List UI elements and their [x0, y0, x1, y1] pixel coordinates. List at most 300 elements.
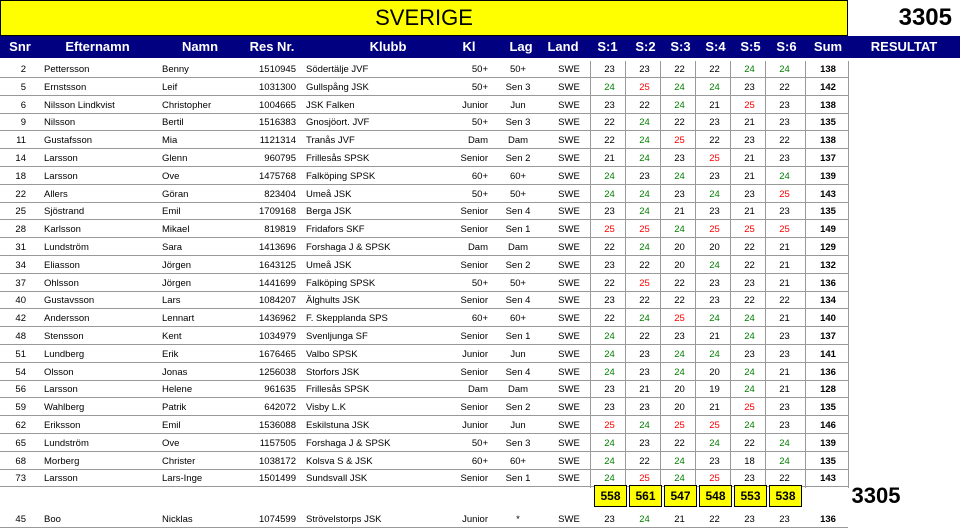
- cell-land: SWE: [558, 242, 580, 253]
- cell-efternamn: Gustavsson: [44, 295, 95, 306]
- cell-kl: Senior: [460, 206, 488, 217]
- cell-s1: 23: [604, 206, 615, 217]
- cell-lag: Sen 4: [505, 295, 531, 306]
- header-resultat: RESULTAT: [870, 39, 938, 54]
- cell-res: 1516383: [259, 117, 296, 128]
- cell-sum: 140: [820, 313, 836, 324]
- cell-sum: 146: [820, 420, 836, 431]
- cell-s1: 24: [604, 456, 615, 467]
- cell-land: SWE: [558, 206, 580, 217]
- table-row: [0, 310, 848, 327]
- table-row: [0, 221, 848, 238]
- cell-s5: 21: [744, 206, 755, 217]
- cell-res: 823404: [264, 189, 296, 200]
- cell-klubb: Eskilstuna JSK: [306, 420, 370, 431]
- team-name: SVERIGE: [0, 0, 848, 36]
- cell-s2: 22: [639, 295, 650, 306]
- cell-sum: 142: [820, 82, 836, 93]
- cell-klubb: Kolsva S & JSK: [306, 456, 373, 467]
- cell-sum: 137: [820, 153, 836, 164]
- cell-efternamn: Karlsson: [44, 224, 81, 235]
- cell-snr: 34: [15, 260, 26, 271]
- cell-snr: 25: [15, 206, 26, 217]
- cell-efternamn: Pettersson: [44, 64, 90, 75]
- cell-snr: 5: [20, 82, 26, 93]
- cell-s4: 25: [709, 153, 720, 164]
- cell-namn: Christopher: [162, 100, 212, 111]
- cell-sum: 136: [820, 278, 836, 289]
- cell-namn: Bertil: [162, 117, 184, 128]
- cell-s5: 22: [744, 242, 755, 253]
- cell-land: SWE: [558, 171, 580, 182]
- cell-s5: 21: [744, 153, 755, 164]
- cell-s1: 23: [604, 260, 615, 271]
- cell-s5: 23: [744, 514, 755, 525]
- cell-snr: 28: [15, 224, 26, 235]
- cell-kl: Dam: [467, 384, 488, 395]
- grid-line: [848, 61, 849, 488]
- cell-s5: 24: [744, 313, 755, 324]
- column-header-row: [0, 36, 960, 58]
- cell-s1: 22: [604, 278, 615, 289]
- cell-s4: 24: [709, 349, 720, 360]
- cell-s1: 23: [604, 295, 615, 306]
- cell-res: 1436962: [259, 313, 296, 324]
- cell-s4: 25: [709, 224, 720, 235]
- table-row: [0, 168, 848, 185]
- cell-namn: Lars-Inge: [162, 473, 203, 484]
- cell-s2: 22: [639, 260, 650, 271]
- cell-res: 1536088: [259, 420, 296, 431]
- table-row: [0, 186, 848, 203]
- cell-land: SWE: [558, 278, 580, 289]
- cell-sum: 138: [820, 135, 836, 146]
- cell-s5: 23: [744, 349, 755, 360]
- cell-res: 1031300: [259, 82, 296, 93]
- cell-kl: 50+: [471, 117, 488, 128]
- cell-s5: 21: [744, 171, 755, 182]
- cell-lag: Sen 1: [505, 473, 531, 484]
- cell-efternamn: Allers: [44, 189, 68, 200]
- cell-kl: Junior: [462, 100, 488, 111]
- cell-land: SWE: [558, 473, 580, 484]
- cell-efternamn: Olsson: [44, 367, 74, 378]
- cell-s5: 25: [744, 100, 755, 111]
- cell-snr: 40: [15, 295, 26, 306]
- cell-sum: 149: [820, 224, 836, 235]
- cell-efternamn: Boo: [44, 514, 61, 525]
- table-row: [0, 79, 848, 96]
- cell-s6: 21: [779, 313, 790, 324]
- cell-s3: 23: [674, 153, 685, 164]
- cell-res: 1034979: [259, 331, 296, 342]
- cell-lag: 50+: [509, 64, 527, 75]
- cell-kl: 60+: [471, 313, 488, 324]
- cell-lag: 60+: [509, 313, 527, 324]
- cell-namn: Helene: [162, 384, 193, 395]
- cell-s3: 25: [674, 135, 685, 146]
- cell-namn: Göran: [162, 189, 189, 200]
- cell-sum: 143: [820, 189, 836, 200]
- table-row: [0, 239, 848, 256]
- table-row: [0, 364, 848, 381]
- cell-lag: 50+: [509, 189, 527, 200]
- table-row: [0, 150, 848, 167]
- cell-kl: Senior: [460, 224, 488, 235]
- cell-s4: 23: [709, 117, 720, 128]
- cell-namn: Mikael: [162, 224, 190, 235]
- cell-klubb: Valbo SPSK: [306, 349, 358, 360]
- cell-res: 1501499: [259, 473, 296, 484]
- cell-snr: 2: [20, 64, 26, 75]
- cell-s3: 24: [674, 367, 685, 378]
- cell-s2: 22: [639, 100, 650, 111]
- cell-s3: 21: [674, 514, 685, 525]
- cell-lag: Sen 1: [505, 224, 531, 235]
- cell-s2: 24: [639, 313, 650, 324]
- cell-snr: 68: [15, 456, 26, 467]
- cell-kl: 60+: [471, 171, 488, 182]
- cell-sum: 136: [820, 367, 836, 378]
- cell-snr: 65: [15, 438, 26, 449]
- table-row: [0, 61, 848, 78]
- cell-klubb: Umeå JSK: [306, 189, 352, 200]
- cell-kl: 50+: [471, 64, 488, 75]
- cell-s5: 24: [744, 384, 755, 395]
- cell-kl: Junior: [462, 514, 488, 525]
- grid-line: [625, 61, 626, 488]
- table-row: [0, 328, 848, 345]
- table-row: [0, 292, 848, 309]
- table-row: [0, 435, 848, 452]
- cell-s3: 22: [674, 117, 685, 128]
- cell-lag: 50+: [509, 278, 527, 289]
- cell-efternamn: Lundström: [44, 242, 89, 253]
- header-s1: S:1: [597, 39, 618, 54]
- cell-klubb: Forshaga J & SPSK: [306, 242, 391, 253]
- cell-s4: 24: [709, 438, 720, 449]
- cell-lag: Jun: [510, 100, 526, 111]
- cell-s1: 25: [604, 224, 615, 235]
- cell-efternamn: Lundberg: [44, 349, 85, 360]
- cell-s2: 24: [639, 420, 650, 431]
- cell-s3: 22: [674, 438, 685, 449]
- cell-land: SWE: [558, 189, 580, 200]
- cell-namn: Jörgen: [162, 260, 192, 271]
- cell-snr: 54: [15, 367, 26, 378]
- cell-res: 1004665: [259, 100, 296, 111]
- cell-s2: 21: [639, 384, 650, 395]
- cell-land: SWE: [558, 402, 580, 413]
- cell-land: SWE: [558, 82, 580, 93]
- cell-s1: 23: [604, 384, 615, 395]
- table-row: [0, 417, 848, 434]
- cell-s6: 21: [779, 384, 790, 395]
- series-total-s5: 553: [734, 485, 767, 507]
- cell-s6: 23: [779, 349, 790, 360]
- cell-res: 1676465: [259, 349, 296, 360]
- grid-line: [805, 61, 806, 488]
- cell-s1: 24: [604, 82, 615, 93]
- cell-s3: 23: [674, 189, 685, 200]
- cell-lag: Sen 3: [505, 438, 531, 449]
- cell-efternamn: Nilsson: [44, 117, 76, 128]
- cell-klubb: Umeå JSK: [306, 260, 352, 271]
- cell-s6: 25: [779, 189, 790, 200]
- table-row: [0, 381, 848, 398]
- cell-efternamn: Larsson: [44, 153, 78, 164]
- cell-klubb: Sundsvall JSK: [306, 473, 368, 484]
- series-total-s1: 558: [594, 485, 627, 507]
- cell-land: SWE: [558, 514, 580, 525]
- cell-s2: 24: [639, 189, 650, 200]
- cell-kl: Senior: [460, 367, 488, 378]
- cell-sum: 135: [820, 206, 836, 217]
- cell-sum: 137: [820, 331, 836, 342]
- cell-s1: 23: [604, 100, 615, 111]
- cell-namn: Emil: [162, 206, 181, 217]
- cell-s1: 24: [604, 189, 615, 200]
- cell-s1: 24: [604, 331, 615, 342]
- cell-res: 1084207: [259, 295, 296, 306]
- cell-s5: 24: [744, 331, 755, 342]
- cell-s5: 22: [744, 260, 755, 271]
- cell-kl: Senior: [460, 473, 488, 484]
- cell-res: 1510945: [259, 64, 296, 75]
- series-total-s4: 548: [699, 485, 732, 507]
- cell-snr: 56: [15, 384, 26, 395]
- cell-s4: 19: [709, 384, 720, 395]
- cell-res: 1413696: [259, 242, 296, 253]
- cell-s3: 21: [674, 206, 685, 217]
- cell-sum: 141: [820, 349, 836, 360]
- series-total-s6: 538: [769, 485, 802, 507]
- cell-s4: 22: [709, 514, 720, 525]
- cell-namn: Ove: [162, 438, 180, 449]
- cell-s5: 24: [744, 367, 755, 378]
- cell-sum: 143: [820, 473, 836, 484]
- cell-lag: Dam: [507, 135, 529, 146]
- series-total-s2: 561: [629, 485, 662, 507]
- cell-s4: 22: [709, 64, 720, 75]
- cell-s1: 24: [604, 473, 615, 484]
- cell-s1: 23: [604, 402, 615, 413]
- cell-s3: 22: [674, 278, 685, 289]
- cell-s1: 22: [604, 242, 615, 253]
- cell-s4: 24: [709, 260, 720, 271]
- cell-land: SWE: [558, 153, 580, 164]
- cell-res: 1157505: [259, 438, 296, 449]
- cell-s1: 22: [604, 313, 615, 324]
- cell-s1: 23: [604, 514, 615, 525]
- cell-s6: 23: [779, 206, 790, 217]
- cell-klubb: Falköping SPSK: [306, 278, 376, 289]
- cell-klubb: Gullspång JSK: [306, 82, 369, 93]
- cell-land: SWE: [558, 313, 580, 324]
- cell-sum: 136: [820, 514, 836, 525]
- cell-snr: 48: [15, 331, 26, 342]
- cell-s2: 24: [639, 135, 650, 146]
- grid-line: [660, 61, 661, 488]
- cell-lag: Sen 4: [505, 206, 531, 217]
- cell-res: 1121314: [259, 135, 296, 146]
- cell-s1: 24: [604, 349, 615, 360]
- cell-efternamn: Larsson: [44, 473, 78, 484]
- cell-res: 1709168: [259, 206, 296, 217]
- cell-klubb: Fridafors SKF: [306, 224, 365, 235]
- table-row: [0, 275, 848, 292]
- cell-efternamn: Sjöstrand: [44, 206, 85, 217]
- cell-s2: 25: [639, 473, 650, 484]
- cell-s6: 21: [779, 367, 790, 378]
- cell-efternamn: Gustafsson: [44, 135, 93, 146]
- cell-efternamn: Eliasson: [44, 260, 80, 271]
- grand-total: 3305: [851, 483, 901, 508]
- cell-s5: 22: [744, 295, 755, 306]
- cell-s3: 24: [674, 349, 685, 360]
- cell-lag: Jun: [510, 420, 526, 431]
- cell-s6: 23: [779, 514, 790, 525]
- cell-lag: Sen 3: [505, 82, 531, 93]
- cell-s3: 24: [674, 171, 685, 182]
- cell-land: SWE: [558, 64, 580, 75]
- cell-kl: Senior: [460, 153, 488, 164]
- cell-lag: *: [516, 514, 520, 525]
- cell-s3: 25: [674, 420, 685, 431]
- cell-s1: 24: [604, 171, 615, 182]
- cell-snr: 62: [15, 420, 26, 431]
- cell-klubb: Tranås JVF: [306, 135, 355, 146]
- cell-s6: 25: [779, 224, 790, 235]
- cell-s2: 25: [639, 278, 650, 289]
- cell-s2: 23: [639, 367, 650, 378]
- cell-klubb: Svenljunga SF: [306, 331, 368, 342]
- cell-s2: 24: [639, 153, 650, 164]
- cell-snr: 73: [15, 473, 26, 484]
- cell-namn: Christer: [162, 456, 196, 467]
- cell-s3: 24: [674, 473, 685, 484]
- cell-klubb: JSK Falken: [306, 100, 355, 111]
- cell-s3: 23: [674, 331, 685, 342]
- cell-namn: Erik: [162, 349, 179, 360]
- cell-s2: 23: [639, 438, 650, 449]
- table-row: [0, 257, 848, 274]
- cell-klubb: Älghults JSK: [306, 295, 360, 306]
- cell-snr: 6: [20, 100, 26, 111]
- cell-namn: Patrik: [162, 402, 187, 413]
- cell-snr: 45: [15, 514, 26, 525]
- cell-snr: 14: [15, 153, 26, 164]
- cell-kl: 50+: [471, 189, 488, 200]
- cell-s4: 23: [709, 295, 720, 306]
- header-snr: Snr: [9, 39, 31, 54]
- cell-res: 1038172: [259, 456, 296, 467]
- cell-sum: 129: [820, 242, 836, 253]
- cell-efternamn: Stensson: [44, 331, 84, 342]
- cell-efternamn: Wahlberg: [44, 402, 85, 413]
- cell-land: SWE: [558, 367, 580, 378]
- header-s3: S:3: [670, 39, 691, 54]
- cell-lag: Sen 2: [505, 260, 531, 271]
- cell-efternamn: Eriksson: [44, 420, 81, 431]
- cell-s5: 23: [744, 278, 755, 289]
- cell-s6: 22: [779, 295, 790, 306]
- cell-sum: 138: [820, 100, 836, 111]
- cell-res: 1441699: [259, 278, 296, 289]
- cell-s4: 20: [709, 242, 720, 253]
- header-sum: Sum: [813, 39, 843, 54]
- cell-sum: 139: [820, 171, 836, 182]
- cell-s5: 23: [744, 473, 755, 484]
- grid-line: [765, 61, 766, 488]
- cell-land: SWE: [558, 100, 580, 111]
- cell-s5: 21: [744, 117, 755, 128]
- cell-sum: 135: [820, 456, 836, 467]
- cell-klubb: Strövelstorps JSK: [306, 514, 382, 525]
- title-bar: [0, 0, 960, 36]
- cell-s1: 24: [604, 367, 615, 378]
- cell-namn: Kent: [162, 331, 182, 342]
- cell-s2: 23: [639, 349, 650, 360]
- cell-snr: 37: [15, 278, 26, 289]
- cell-res: 642072: [264, 402, 296, 413]
- cell-klubb: Frillesås SPSK: [306, 153, 370, 164]
- cell-klubb: Berga JSK: [306, 206, 352, 217]
- header-land: Land: [547, 39, 579, 54]
- cell-efternamn: Lundström: [44, 438, 89, 449]
- cell-s2: 23: [639, 171, 650, 182]
- cell-s6: 24: [779, 171, 790, 182]
- cell-lag: Sen 1: [505, 331, 531, 342]
- header-res-nr: Res Nr.: [249, 39, 295, 54]
- cell-efternamn: Larsson: [44, 171, 78, 182]
- cell-klubb: Visby L.K: [306, 402, 346, 413]
- cell-sum: 138: [820, 64, 836, 75]
- cell-s6: 23: [779, 100, 790, 111]
- cell-s6: 24: [779, 456, 790, 467]
- cell-s3: 22: [674, 295, 685, 306]
- cell-s4: 21: [709, 331, 720, 342]
- cell-klubb: Forshaga J & SPSK: [306, 438, 391, 449]
- table-row: [0, 132, 848, 149]
- cell-s4: 23: [709, 278, 720, 289]
- cell-snr: 11: [16, 135, 26, 146]
- header-namn: Namn: [181, 39, 219, 54]
- cell-s4: 24: [709, 189, 720, 200]
- cell-lag: 60+: [509, 171, 527, 182]
- cell-klubb: Falköping SPSK: [306, 171, 376, 182]
- cell-namn: Sara: [162, 242, 183, 253]
- cell-s1: 22: [604, 135, 615, 146]
- cell-s3: 24: [674, 224, 685, 235]
- cell-s1: 21: [604, 153, 615, 164]
- cell-s6: 22: [779, 82, 790, 93]
- cell-s3: 20: [674, 260, 685, 271]
- cell-kl: Senior: [460, 260, 488, 271]
- cell-kl: 50+: [471, 278, 488, 289]
- cell-s2: 24: [639, 206, 650, 217]
- cell-land: SWE: [558, 438, 580, 449]
- cell-land: SWE: [558, 456, 580, 467]
- cell-s1: 23: [604, 64, 615, 75]
- header-efternamn: Efternamn: [65, 39, 130, 54]
- header-s5: S:5: [740, 39, 761, 54]
- cell-land: SWE: [558, 117, 580, 128]
- cell-lag: 60+: [509, 456, 527, 467]
- header-kl: Kl: [462, 39, 476, 54]
- cell-s5: 22: [744, 438, 755, 449]
- header-s2: S:2: [635, 39, 656, 54]
